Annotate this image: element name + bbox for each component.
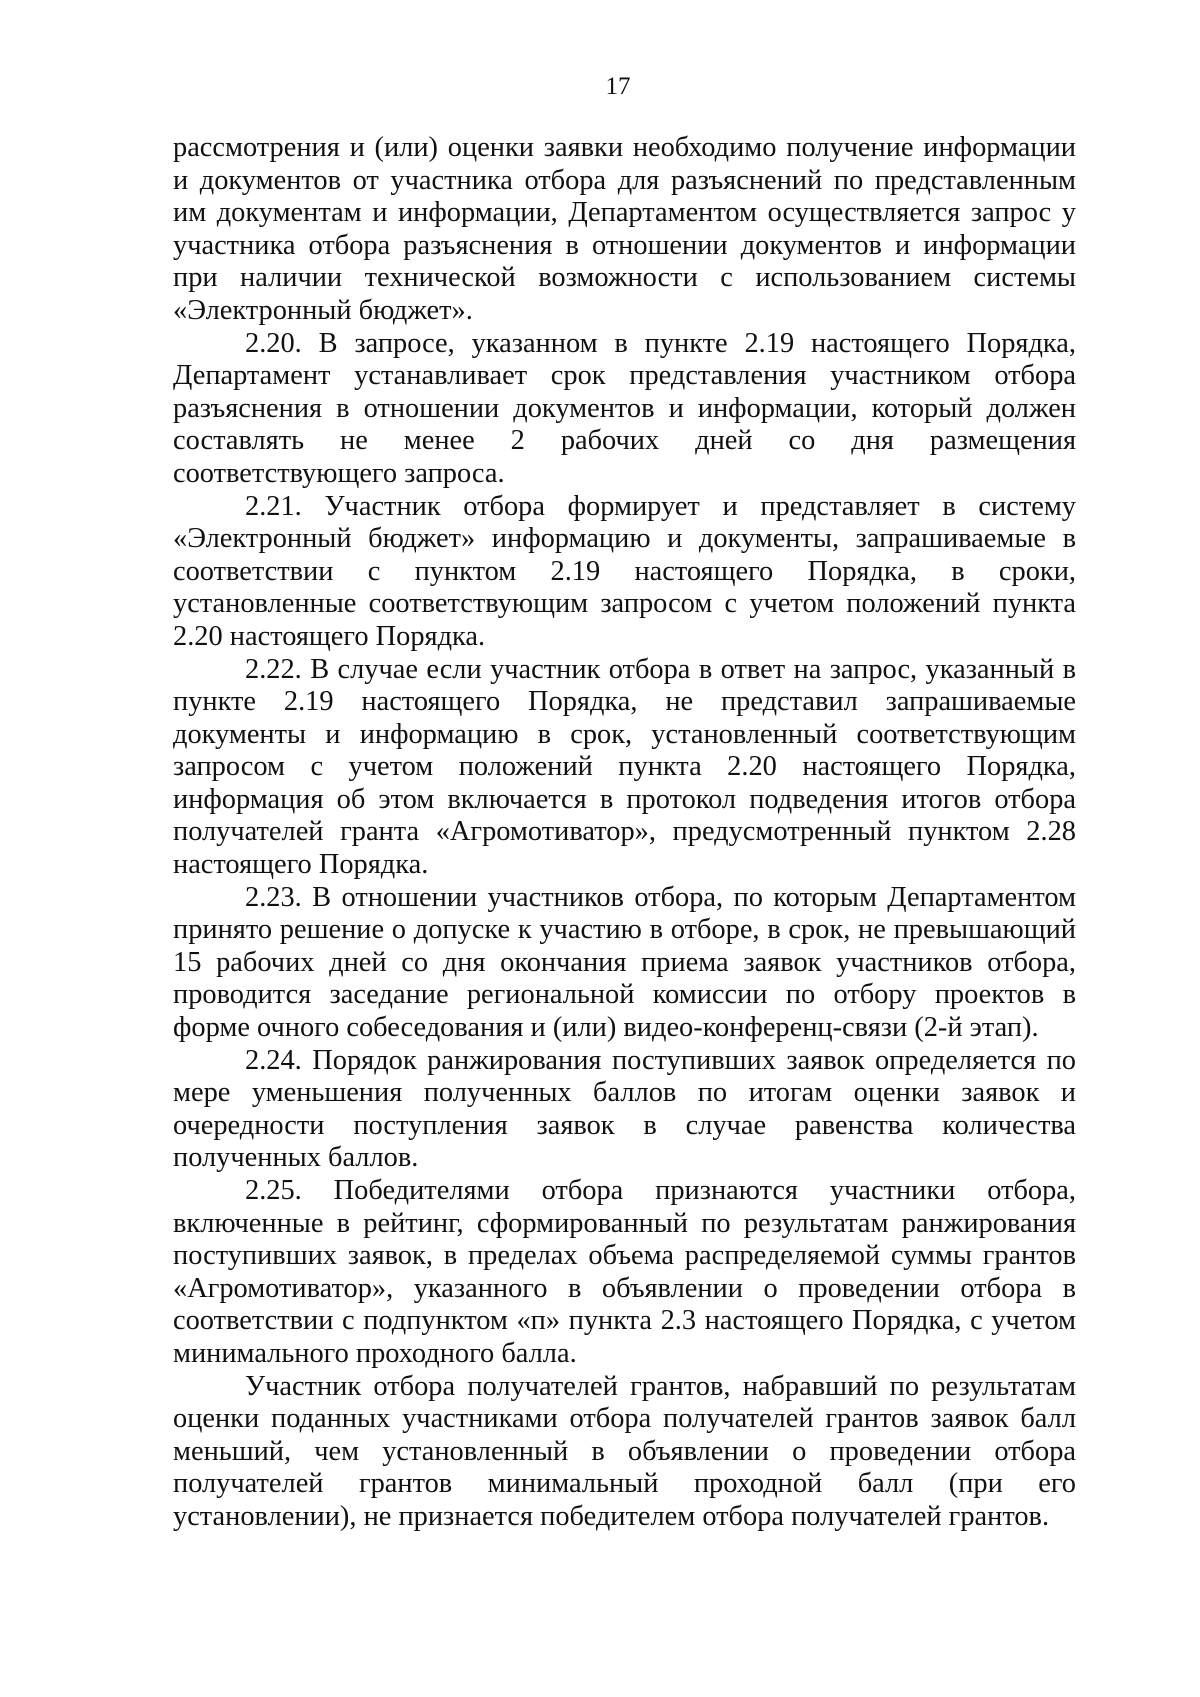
paragraph-2-20: 2.20. В запросе, указанном в пункте 2.19 настоящего Порядка, Департамент устанавливает срок представления участником отбора разъяснения в отношении документов и информации, который должен составлять не менее 2 рабочих дней со дня размещения соответствующего запроса.: [173, 327, 1076, 489]
document-body: [173, 132, 1076, 1534]
paragraph-2-21: 2.21. Участник отбора формирует и представляет в систему «Электронный бюджет» информацию и документы, запрашиваемые в соответствии с пунктом 2.19 настоящего Порядка, в сроки, установленные соответствующим запросом с учетом положений пункта 2.20 настоящего Порядка.: [173, 490, 1076, 652]
paragraph-minimum-score: Участник отбора получателей грантов, набравший по результатам оценки поданных участниками отбора получателей грантов заявок балл меньший, чем установленный в объявлении о проведении отбора получателей грантов минимальный проходной балл (при его установлении), не признается победителем отбора получателей грантов.: [173, 1370, 1076, 1532]
paragraph-2-23: 2.23. В отношении участников отбора, по которым Департаментом принято решение о допуске к участию в отборе, в срок, не превышающий 15 рабочих дней со дня окончания приема заявок участников отбора, проводится заседание региональной комиссии по отбору проектов в форме очного собеседования и (или) видео-конференц-связи (2-й этап).: [173, 881, 1076, 1044]
paragraph-2-24: 2.24. Порядок ранжирования поступивших заявок определяется по мере уменьшения полученных баллов по итогам оценки заявок и очередности поступления заявок в случае равенства количества полученных баллов.: [173, 1044, 1076, 1174]
paragraph-continuation: рассмотрения и (или) оценки заявки необходимо получение информации и документов от участника отбора для разъяснений по представленным им документам и информации, Департаментом осуществляется запрос у участника отбора разъяснения в отношении документов и информации при наличии технической возможности с использованием системы «Электронный бюджет».: [173, 132, 1076, 326]
paragraph-2-22: 2.22. В случае если участник отбора в ответ на запрос, указанный в пункте 2.19 настоящего Порядка, не представил запрашиваемые документы и информацию в срок, установленный соответствующим запросом с учетом положений пункта 2.20 настоящего Порядка, информация об этом включается в протокол подведения итогов отбора получателей гранта «Агромотиватор», предусмотренный пунктом 2.28 настоящего Порядка.: [173, 653, 1076, 881]
page-number: 17: [605, 73, 631, 100]
paragraph-2-25: 2.25. Победителями отбора признаются участники отбора, включенные в рейтинг, сформированный по результатам ранжирования поступивших заявок, в пределах объема распределяемой суммы грантов «Агромотиватор», указанного в объявлении о проведении отбора в соответствии с подпунктом «п» пункта 2.3 настоящего Порядка, с учетом минимального проходного балла.: [173, 1175, 1076, 1369]
